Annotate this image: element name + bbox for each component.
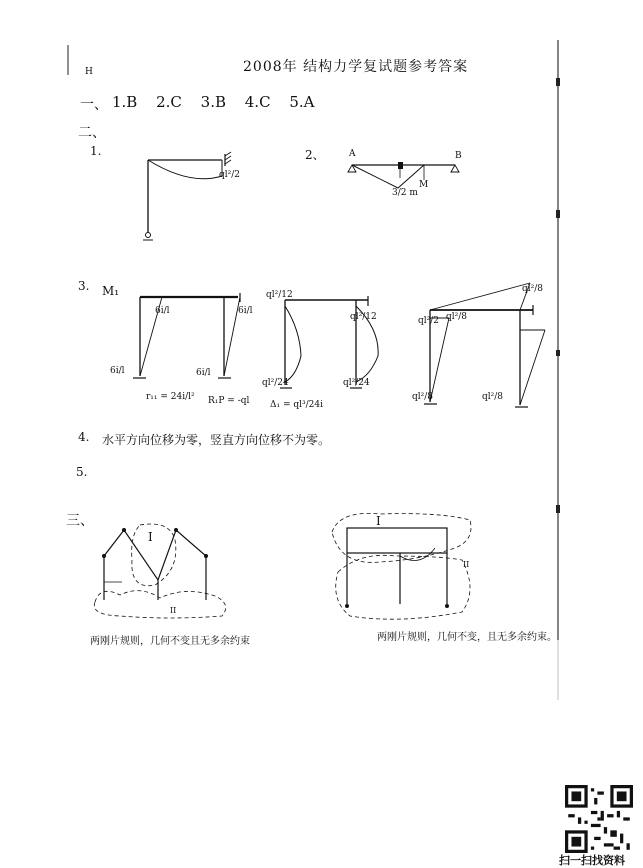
section1-answers: 1.B 2.C 3.B 4.C 5.A <box>112 93 315 111</box>
left-caption: 两刚片规则，几何不变且无多余约束 <box>90 636 250 647</box>
q3-mid-bottom-b: ql²/24 <box>343 378 370 388</box>
q2-label: 2、 <box>305 148 325 162</box>
header-tag: H <box>85 67 93 77</box>
q1-label: 1. <box>90 144 102 158</box>
q3-left-top-b: 6i/l <box>238 306 253 316</box>
q3-right-mid-b: ql²/8 <box>446 312 468 322</box>
q3-left-bottom-b: 6i/l <box>196 368 211 378</box>
q3-right-bottom-b: ql²/8 <box>482 392 504 402</box>
q3-left-bottom-a: 6i/l <box>110 366 125 376</box>
q2-moment-label: 3/2 m <box>392 188 418 198</box>
q3-right-bottom-a: ql²/8 <box>412 392 434 402</box>
section2-numeral: 二、 <box>78 125 106 141</box>
left-roman-2: II <box>170 606 177 615</box>
q3-r11: r₁₁ = 24i/l² <box>146 392 195 402</box>
q3-label: 3. <box>78 279 90 293</box>
q3-delta: Δ₁ = ql³/24i <box>270 400 323 410</box>
q3-left-top-a: 6i/l <box>155 306 170 316</box>
q5-label: 5. <box>76 465 88 479</box>
qr-code-image <box>563 785 635 853</box>
right-roman-2: II <box>463 560 470 569</box>
q2-point-a: A <box>349 149 356 159</box>
right-caption: 两刚片规则，几何不变，且无多余约束。 <box>377 632 557 643</box>
q1-moment-label: ql²/2 <box>219 170 241 180</box>
section1-numeral: 一、 <box>80 97 108 113</box>
q2-point-b: B <box>455 151 462 161</box>
q3-mid-bottom-a: ql²/24 <box>262 378 289 388</box>
q4-text: 水平方向位移为零，竖直方向位移不为零。 <box>102 433 331 447</box>
q2-point-m: M <box>419 180 429 190</box>
q3-right-top: ql²/8 <box>522 284 544 294</box>
q3-mid-top-b: ql²/12 <box>350 312 377 322</box>
left-roman-1: I <box>148 530 153 544</box>
section3-numeral: 三、 <box>66 513 94 529</box>
q3-right-mid-a: ql²/2 <box>418 316 440 326</box>
q3-m1: M₁ <box>102 284 120 298</box>
page-title: 2008年 结构力学复试题参考答案 <box>243 59 469 75</box>
q3-mid-top-a: ql²/12 <box>266 290 293 300</box>
q4-label: 4. <box>78 430 90 444</box>
qr-caption: 扫一扫找资料 <box>559 854 625 867</box>
right-roman-1: I <box>376 514 381 528</box>
q3-r1p: R₁P = -ql <box>208 396 250 406</box>
